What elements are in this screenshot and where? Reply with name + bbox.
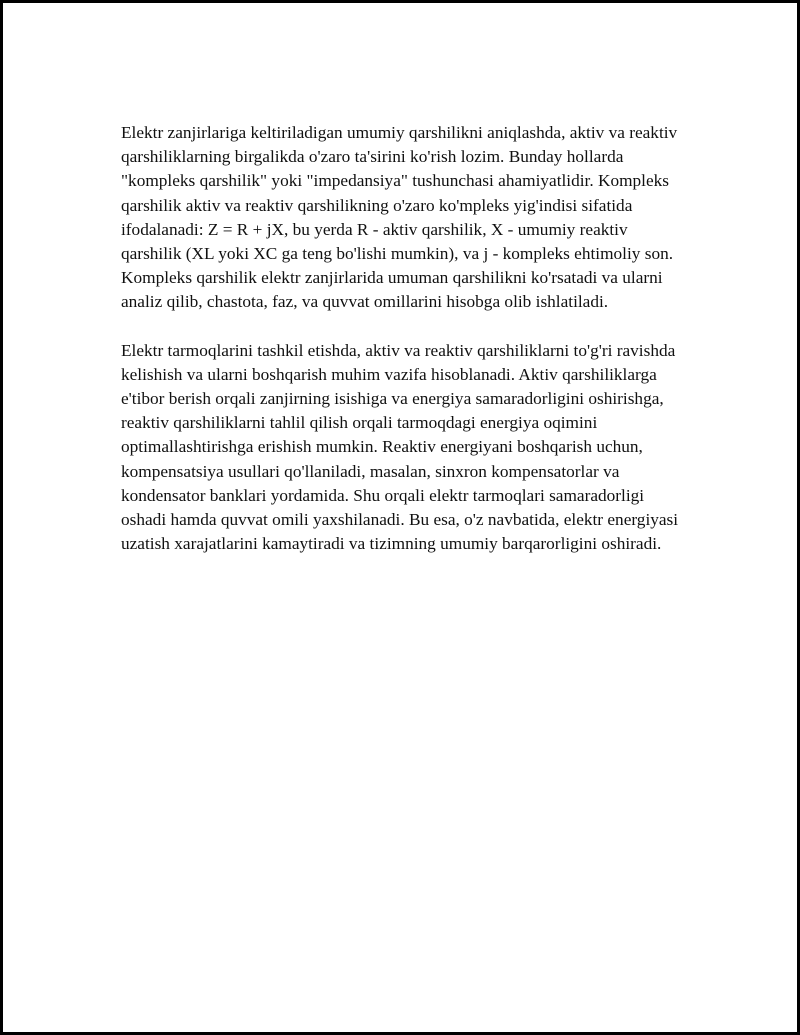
paragraph-network-management: Elektr tarmoqlarini tashkil etishda, aktiv va reaktiv qarshiliklarni to'g'ri ravishda kelishish va ularni boshqarish muhim vazifa hisoblanadi. Aktiv qarshiliklarga e'tibor berish orqali zanjirning isishiga va energiya samaradorligini oshirishga, reaktiv qarshiliklarni tahlil qilish orqali tarmoqdagi energiya oqimini optimallashtirishga erishish mumkin. Reaktiv energiyani boshqarish uchun, kompensatsiya usullari qo'llaniladi, masalan, sinxron kompensatorlar va kondensator banklari yordamida. Shu orqali elektr tarmoqlari samaradorligi oshadi hamda quvvat omili yaxshilanadi. Bu esa, o'z navbatida, elektr energiyasi uzatish xarajatlarini kamaytiradi va tizimning umumiy barqarorligini oshiradi. bbox=[121, 340, 679, 554]
document-body bbox=[121, 121, 691, 580]
paragraph-impedance: Elektr zanjirlariga keltiriladigan umumiy qarshilikni aniqlashda, aktiv va reaktiv qarshiliklarning birgalikda o'zaro ta'sirini ko'rish lozim. Bunday hollarda "kompleks qarshilik" yoki "impedansiya" tushunchasi ahamiyatlidir. Kompleks qarshilik aktiv va reaktiv qarshilikning o'zaro ko'mpleks yig'indisi sifatida ifodalanadi: Z = R + jX, bu yerda R - aktiv qarshilik, X - umumiy reaktiv qarshilik (XL yoki XC ga teng bo'lishi mumkin), va j - kompleks ehtimoliy son. Kompleks qarshilik elektr zanjirlarida umuman qarshilikni ko'rsatadi va ularni analiz qilib, chastota, faz, va quvvat omillarini hisobga olib ishlatiladi. bbox=[121, 123, 678, 312]
